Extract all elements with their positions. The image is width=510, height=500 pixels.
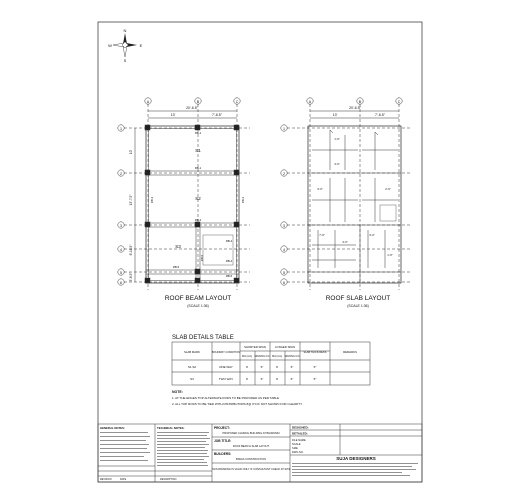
project-value: PROPOSED CHURCH BUILDING AT BHIWANDI <box>222 432 280 435</box>
td-thickness: 5" <box>313 377 317 381</box>
slab-label-s2: S2 <box>195 196 201 201</box>
td-l-dia: 8 <box>276 365 278 369</box>
beam-tag: RB-4 <box>225 239 233 243</box>
note-item: 2. ALL TOP RODS TO BE TIED WITH DISTRIBUTORS 8@ 6"C/C NOT SHOWN FOR CLEARITY. <box>172 402 303 406</box>
builders-label: BUILDERS: <box>214 452 232 456</box>
description-label: DESCRIPTION <box>160 478 177 481</box>
td-thickness: 5" <box>313 365 317 369</box>
slab-dim-left: 13' <box>332 113 338 117</box>
beam-tag: RB-3 <box>150 196 154 204</box>
th-spacing: SPACING C/C <box>284 355 300 358</box>
beam-layout-scale: (SCALE 1:36) <box>187 304 209 308</box>
job-title-value: ROOF BEAM & SLAB LAYOUT <box>232 445 270 448</box>
beam-tag: RB-5 <box>200 254 204 262</box>
slab-layout-scale: (SCALE 1:36) <box>347 304 369 308</box>
compass-n: N <box>123 28 127 33</box>
slab-label-s3: S3 <box>175 244 181 249</box>
td-condition: ONE WAY <box>219 365 233 369</box>
grid-row-6: 6 <box>283 281 285 285</box>
technical-notes-label: TECHNICAL NOTES: <box>157 426 185 430</box>
beam-tag: RB-5 <box>172 265 180 269</box>
grid-row-3: 3 <box>283 224 285 228</box>
td-l-spacing: 6" <box>290 377 294 381</box>
grid-row-2: 2 <box>283 172 285 176</box>
detailed-label: DETAILED: <box>292 431 308 436</box>
grid-col-b: B <box>196 100 200 104</box>
slab-dim-total: 20'-6.5" <box>349 106 361 110</box>
beam-dim-left: 13' <box>170 113 176 117</box>
grid-col-b: B <box>358 100 362 104</box>
grid-row-4: 4 <box>283 248 285 252</box>
rebar-note: 3'-0" <box>317 187 323 191</box>
grid-col-c: C <box>235 100 239 104</box>
beam-dim-v2: 13'-7.5" <box>129 194 133 206</box>
firm-name: SUJA DESIGNERS <box>336 456 376 461</box>
compass-e: E <box>139 43 143 48</box>
td-condition: TWO WAY <box>218 377 234 381</box>
grid-row-3: 3 <box>120 224 122 228</box>
slab-label-s1: S1 <box>195 148 201 153</box>
td-mark: S3 <box>190 377 194 381</box>
td-s-spacing: 6" <box>260 377 264 381</box>
general-notes-label: GENERAL NOTES: <box>100 426 125 430</box>
note-item: 1. AT THE EDGES TOP ALTERNATE RODS TO BE PROVIDED AS PER TABLE. <box>172 396 280 400</box>
td-mark: S1,S2 <box>187 365 197 369</box>
beam-dim-v1: 10' <box>129 149 133 155</box>
beam-tag: RB-4 <box>225 259 233 263</box>
scale-label: SCALE <box>292 443 301 446</box>
rebar-note: 2'-6" <box>385 187 391 191</box>
grid-row-5: 5 <box>283 271 285 275</box>
sheet-border <box>98 22 422 482</box>
grid-row-2: 2 <box>120 172 122 176</box>
beam-dim-right: 7'-6.5" <box>212 113 222 117</box>
notes-heading: NOTE: <box>172 390 183 394</box>
rebar-note: 4'-6" <box>334 162 340 166</box>
grid-col-a: A <box>308 100 312 104</box>
file-name-label: FILE NAME <box>292 439 306 442</box>
grid-row-5: 5 <box>120 271 122 275</box>
th-dia: DIA (mm) <box>241 355 253 358</box>
compass-s: S <box>123 58 127 63</box>
beam-tag: RB-1 <box>194 131 202 135</box>
grid-row-1: 1 <box>283 127 285 131</box>
th-longer: LONGER SPAN <box>275 345 295 349</box>
dwg-no-label: DWG NO. <box>292 451 304 454</box>
grid-row-6: 6 <box>120 281 122 285</box>
compass-w: W <box>108 43 112 48</box>
builders-value: BISHIA CONSTRUCTION <box>236 458 266 461</box>
td-s-dia: 8 <box>246 365 248 369</box>
th-thickness: SLAB THICK-NESS <box>303 351 327 354</box>
project-label: PROJECT: <box>214 426 230 430</box>
beam-tag: RB-6 <box>225 274 233 278</box>
th-dia: DIA (mm) <box>271 355 283 358</box>
rebar-note: 1'-6" <box>387 253 393 257</box>
grid-col-c: C <box>397 100 401 104</box>
size-label: SIZE <box>292 447 298 450</box>
beam-tag: RB-1 <box>194 166 202 170</box>
designed-label: DESIGNED: <box>292 425 309 430</box>
td-l-spacing: 6" <box>290 365 294 369</box>
slab-table-title: SLAB DETAILS TABLE <box>172 335 234 341</box>
job-title-label: JOB TITLE: <box>214 439 232 443</box>
validity-note: THIS DRAWING IS VALID ONLY IF CONSULTANT CHECK AT SITE <box>211 468 291 471</box>
th-shorter: SHORTER SPAN <box>244 345 266 349</box>
th-boundary: BOUNDRY CONDITION <box>211 351 241 354</box>
rebar-note: 1'-6" <box>334 137 340 141</box>
th-slab-mark: SLAB MARK <box>183 350 201 354</box>
grid-col-a: A <box>146 100 150 104</box>
beam-layout-title: ROOF BEAM LAYOUT <box>164 295 232 302</box>
date-label: DATE <box>120 478 127 481</box>
rebar-note: 3'-0" <box>369 233 375 237</box>
rebar-note: 4'-0" <box>342 240 348 244</box>
slab-layout-title: ROOF SLAB LAYOUT <box>325 295 391 302</box>
grid-row-4: 4 <box>120 248 122 252</box>
th-spacing: SPACING C/C <box>254 355 270 358</box>
beam-dim-v3: 6'-10.5" <box>129 244 133 256</box>
td-s-dia: 8 <box>246 377 248 381</box>
beam-tag: RB-2 <box>194 218 202 222</box>
beam-tag: RB-3 <box>241 196 245 204</box>
slab-dim-right: 7'-6.5" <box>375 113 385 117</box>
beam-dim-total: 20'-6.5" <box>186 106 198 110</box>
rebar-note: 7'-6" <box>319 233 325 237</box>
td-s-spacing: 6" <box>260 365 264 369</box>
revision-label: REVISION <box>100 478 112 481</box>
th-remarks: REMARKS <box>343 350 357 354</box>
beam-dim-v4: 3'-8.5" <box>129 272 133 282</box>
td-l-dia: 8 <box>276 377 278 381</box>
grid-row-1: 1 <box>120 127 122 131</box>
